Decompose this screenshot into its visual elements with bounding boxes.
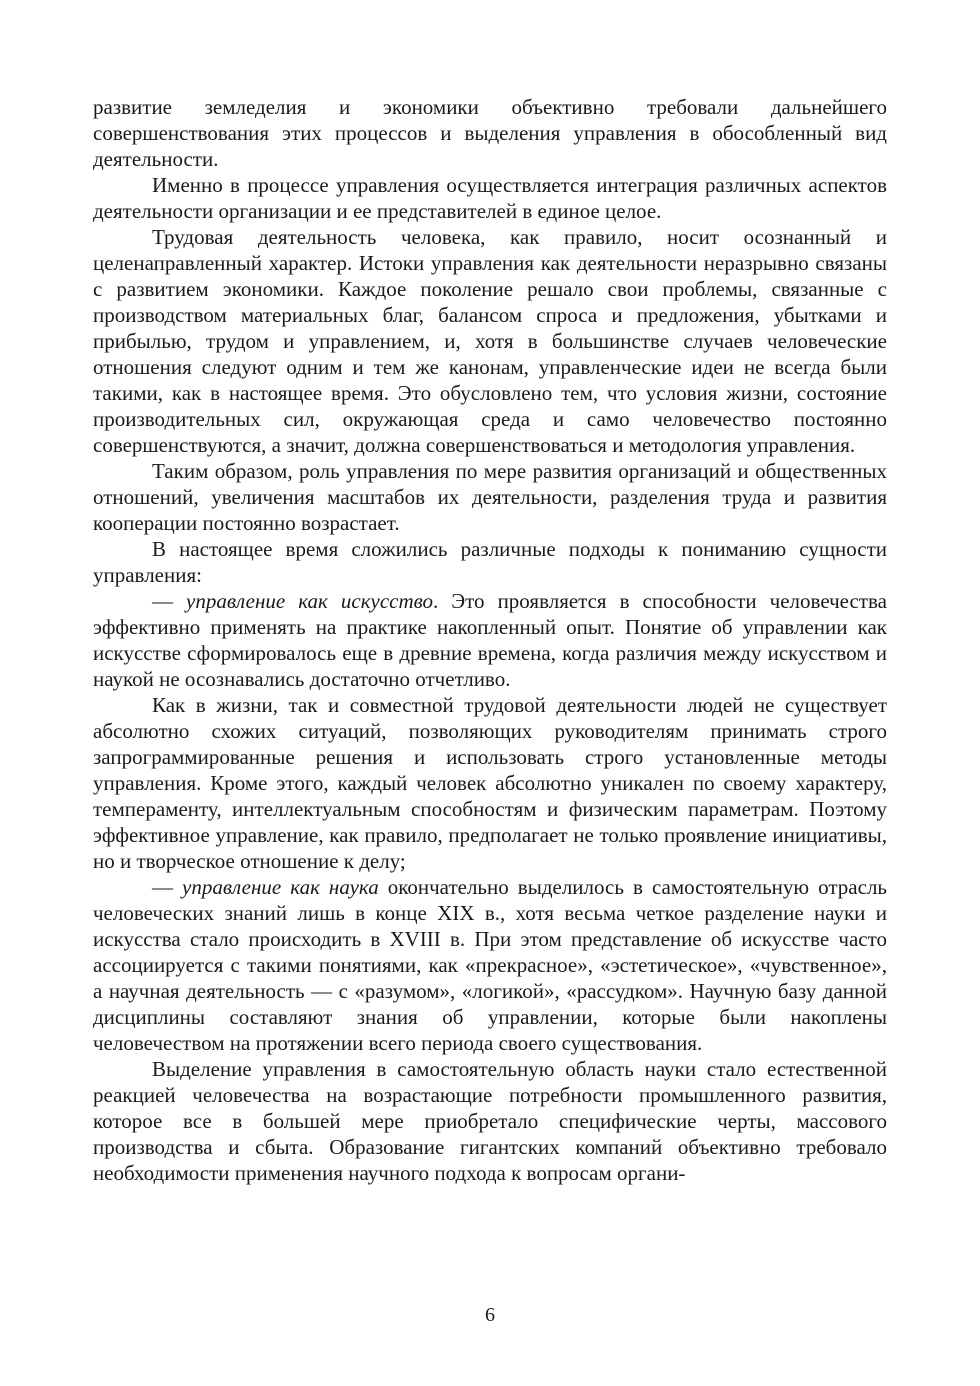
paragraph-text: Именно в процессе управления осуществляется интеграция различных аспектов деятельности организации и ее представителей в единое целое.: [93, 173, 887, 223]
paragraph-4: [93, 458, 887, 536]
list-dash: —: [152, 589, 187, 613]
paragraph-6: [93, 588, 887, 692]
paragraph-7: [93, 692, 887, 874]
list-dash: —: [152, 875, 183, 899]
italic-term: управление как наука: [182, 875, 379, 899]
page-number: 6: [485, 1304, 495, 1326]
paragraph-2: [93, 172, 887, 224]
paragraph-1: [93, 94, 887, 172]
paragraph-5: [93, 536, 887, 588]
paragraph-9: [93, 1056, 887, 1186]
paragraph-text: Как в жизни, так и совместной трудовой деятельности людей не существует абсолютно схожих ситуаций, позволяющих руководителям принимать строго запрограммированные решения и использовать строго установленные методы управления. Кроме этого, каждый человек абсолютно уникален по своему характеру, темпераменту, интеллектуальным способностям и физическим параметрам. Поэтому эффективное управление, как правило, предполагает не только проявление инициативы, но и творческое отношение к делу;: [93, 693, 887, 873]
body-text: [93, 94, 887, 1186]
paragraph-3: [93, 224, 887, 458]
paragraph-text: окончательно выделилось в самостоятельную отрасль человеческих знаний лишь в конце XIX в., хотя весьма четкое разделение науки и искусства стало происходить в XVIII в. При этом представление об искусстве часто ассоциируется с такими понятиями, как «прекрасное», «эстетическое», «чувственное», а научная деятельность — с «разумом», «логикой», «рассудком». Научную базу данной дисциплины составляют знания об управлении, которые были накоплены человечеством на протяжении всего периода своего существования.: [93, 875, 888, 1055]
paragraph-text: Таким образом, роль управления по мере развития организаций и общественных отношений, увеличения масштабов их деятельности, разделения труда и развития кооперации постоянно возрастает.: [93, 459, 887, 535]
paragraph-text: Трудовая деятельность человека, как правило, носит осознанный и целенаправленный характер. Истоки управления как деятельности неразрывно связаны с развитием экономики. Каждое поколение решало свои проблемы, связанные с производством материальных благ, балансом спроса и предложения, убытками и прибылью, трудом и управлением, и, хотя в большинстве случаев человеческие отношения следуют одним и тем же канонам, управленческие идеи не всегда были такими, как в настоящее время. Это обусловлено тем, что условия жизни, состояние производительных сил, окружающая среда и само человечество постоянно совершенствуются, а значит, должна совершенствоваться и методология управления.: [93, 225, 887, 457]
paragraph-text: В настоящее время сложились различные подходы к пониманию сущности управления:: [93, 537, 887, 587]
paragraph-text: . Это проявляется в способности человечества эффективно применять на практике накопленный опыт. Понятие об управлении как искусстве сформировалось еще в древние времена, когда различия между искусством и наукой не осознавались достаточно отчетливо.: [93, 589, 887, 691]
paragraph-text: Выделение управления в самостоятельную область науки стало естественной реакцией человечества на возрастающие потребности промышленного развития, которое все в большей мере приобретало специфические черты, массового производства и сбыта. Образование гигантских компаний объективно требовало необходимости применения научного подхода к вопросам органи-: [93, 1057, 887, 1185]
paragraph-8: [93, 874, 887, 1056]
paragraph-text: развитие земледелия и экономики объективно требовали дальнейшего совершенствования этих процессов и выделения управления в обособленный вид деятельности.: [93, 95, 887, 171]
italic-term: управление как искусство: [186, 589, 433, 613]
